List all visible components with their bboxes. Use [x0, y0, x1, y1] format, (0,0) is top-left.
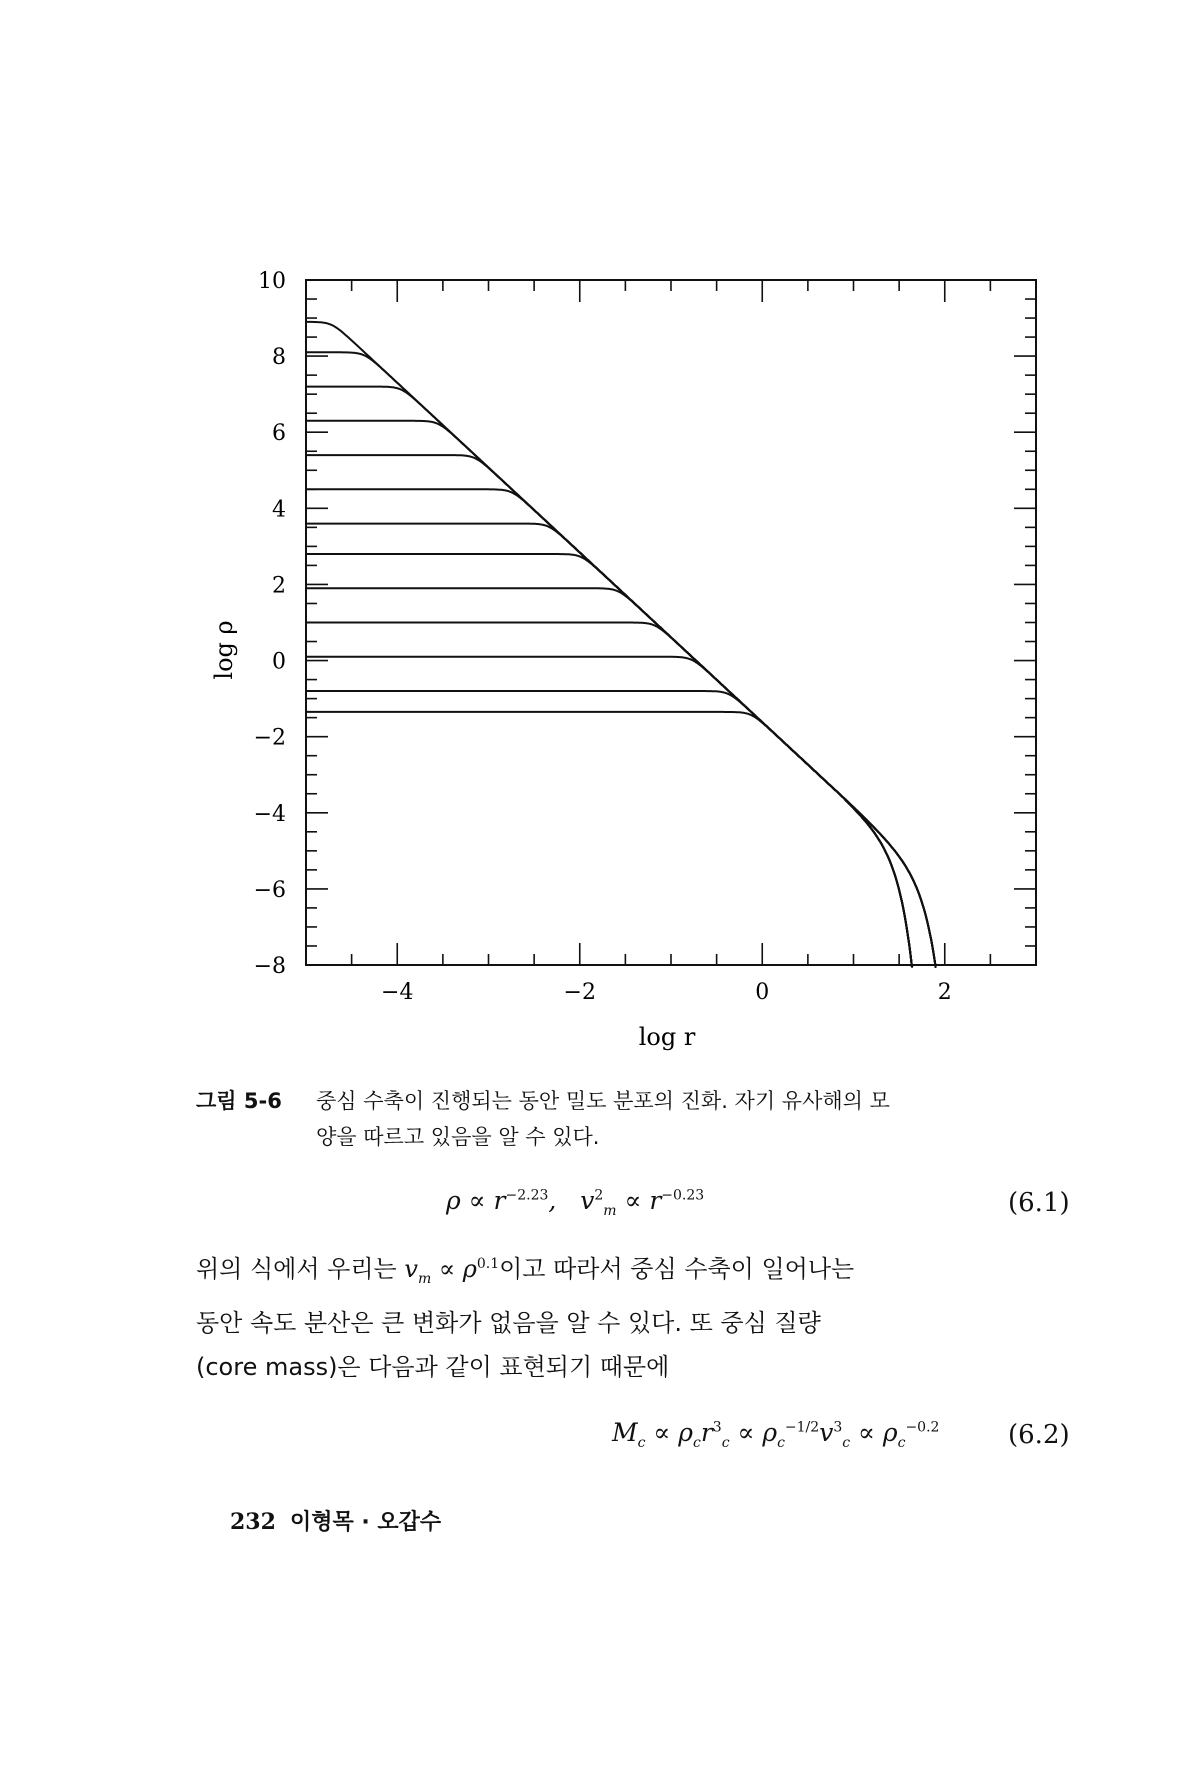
x-tick-labels — [381, 980, 952, 1005]
x-axis-label: log r — [638, 1023, 696, 1051]
page-footer — [230, 1505, 441, 1536]
caption-label: 그림 5-6 — [196, 1089, 282, 1113]
eq2-v-sup: 3 — [833, 1419, 843, 1436]
profile-8 — [306, 554, 937, 967]
eq2-prop-3: ∝ — [858, 1418, 875, 1447]
x-tick-label: −2 — [563, 980, 596, 1005]
eq2-exp-half: −1/2 — [784, 1419, 820, 1436]
eq2-rho-3-sub: c — [897, 1435, 906, 1451]
y-tick-label: 4 — [272, 497, 286, 523]
eq1-rho: ρ — [446, 1186, 461, 1215]
eq2-rho-1: ρ — [678, 1418, 693, 1447]
eq2-rho-2-sub: c — [777, 1435, 785, 1451]
eq1-r: r — [493, 1186, 506, 1215]
body-line-1b: 이고 따라서 중심 수축이 일어나는 — [499, 1255, 855, 1283]
eq2-exp-last: −0.2 — [905, 1419, 940, 1436]
eq1-r-2: r — [649, 1186, 662, 1215]
eq2-M-sub: c — [637, 1435, 646, 1451]
profile-12 — [306, 691, 937, 967]
eq1-sep: , — [548, 1186, 557, 1215]
eq2-r-sub: c — [721, 1435, 730, 1451]
equation-number-6-1: (6.1) — [1008, 1188, 1070, 1218]
page-number: 232 — [230, 1509, 276, 1535]
y-tick-label: 2 — [272, 573, 286, 599]
equation-6-2 — [612, 1418, 939, 1451]
x-tick-label: 0 — [755, 980, 770, 1005]
eq1-v-sup: 2 — [594, 1187, 604, 1204]
y-tick-label: 6 — [272, 421, 286, 447]
body-paragraph — [196, 1242, 1076, 1389]
profile-1 — [306, 322, 913, 967]
y-tick-label: 0 — [272, 649, 286, 675]
footer-authors: 이형목 · 오갑수 — [289, 1510, 442, 1535]
eq2-v: v — [819, 1418, 834, 1447]
eq2-r: r — [700, 1418, 713, 1447]
inline-math-vm: $v_m \propto \rho^{0.1}$ — [404, 1255, 500, 1287]
profile-13 — [306, 712, 913, 967]
eq2-rho-3: ρ — [882, 1418, 898, 1447]
eq1-exp2: −0.23 — [661, 1187, 705, 1204]
y-tick-label: −8 — [253, 954, 286, 979]
eq1-v: v — [580, 1186, 595, 1215]
eq1-exp1: −2.23 — [505, 1187, 549, 1204]
body-line-2: 동안 속도 분산은 큰 변화가 없음을 알 수 있다. 또 중심 질량 — [196, 1308, 821, 1337]
body-line-1 — [196, 1242, 1076, 1301]
x-tick-label: −4 — [381, 980, 414, 1005]
y-tick-label: −4 — [253, 801, 286, 827]
figure-caption — [196, 1083, 1076, 1155]
eq2-r-sup: 3 — [712, 1419, 722, 1436]
eq1-prop-2: ∝ — [624, 1186, 642, 1215]
eq1-v-sub: m — [603, 1203, 617, 1219]
equation-6-1 — [446, 1186, 704, 1219]
profile-7 — [306, 524, 913, 967]
profile-2 — [306, 352, 937, 967]
y-tick-label: −6 — [253, 877, 286, 903]
profile-6 — [306, 489, 937, 967]
y-axis-label: log ρ — [210, 620, 238, 680]
body-line-1a: 위의 식에서 우리는 — [196, 1255, 397, 1283]
caption-line-2: 양을 따르고 있음을 알 수 있다. — [316, 1125, 600, 1149]
y-tick-labels — [254, 269, 286, 979]
profile-11 — [306, 657, 913, 967]
eq2-rho-2: ρ — [762, 1418, 778, 1447]
eq1-prop: ∝ — [468, 1186, 486, 1215]
profile-4 — [306, 421, 937, 967]
eq2-rho-1-sub: c — [692, 1435, 701, 1451]
x-tick-label: 2 — [937, 980, 952, 1005]
body-line-3: (core mass)은 다음과 같이 표현되기 때문에 — [196, 1352, 670, 1381]
eq2-M: M — [612, 1418, 638, 1447]
y-tick-label: −2 — [253, 725, 286, 751]
eq2-v-sub: c — [842, 1435, 851, 1451]
equation-number-6-2: (6.2) — [1008, 1420, 1070, 1450]
eq2-prop-2: ∝ — [737, 1418, 755, 1447]
y-tick-label: 8 — [272, 345, 286, 371]
eq2-prop-1: ∝ — [653, 1418, 671, 1447]
profile-3 — [306, 387, 913, 967]
profile-10 — [306, 623, 937, 967]
y-tick-label: 10 — [258, 269, 286, 294]
profile-curves — [306, 322, 937, 967]
caption-line-1: 중심 수축이 진행되는 동안 밀도 분포의 진화. 자기 유사해의 모 — [316, 1089, 890, 1113]
